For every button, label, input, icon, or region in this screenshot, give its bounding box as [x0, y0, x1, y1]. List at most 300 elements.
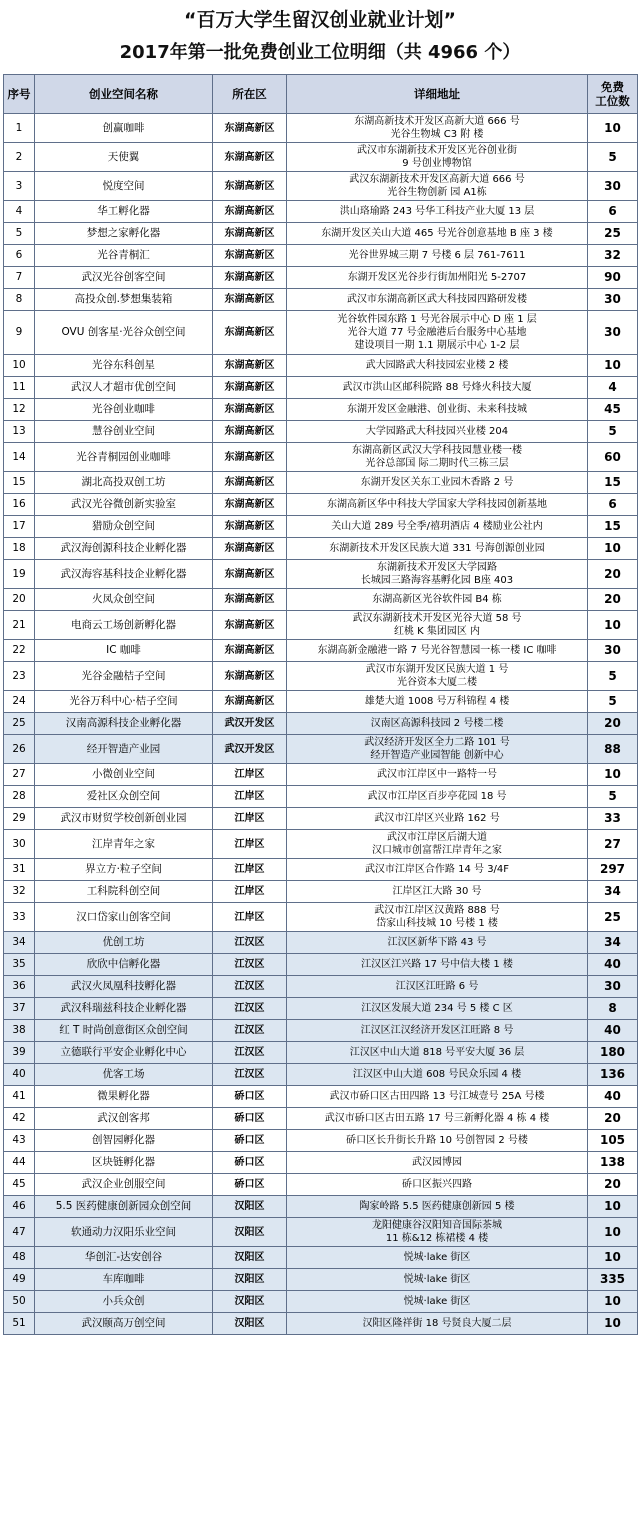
cell-count: 20	[588, 1174, 638, 1196]
cell-district: 东湖高新区	[213, 494, 287, 516]
cell-name: 武汉人才超市优创空间	[35, 377, 213, 399]
cell-district: 武汉开发区	[213, 713, 287, 735]
cell-no: 19	[4, 560, 35, 589]
cell-name: 光谷青桐汇	[35, 245, 213, 267]
cell-no: 41	[4, 1086, 35, 1108]
cell-count: 5	[588, 143, 638, 172]
cell-name: 慧谷创业空间	[35, 421, 213, 443]
cell-count: 88	[588, 735, 638, 764]
cell-no: 8	[4, 289, 35, 311]
cell-count: 30	[588, 172, 638, 201]
cell-district: 硚口区	[213, 1174, 287, 1196]
table-row	[4, 1086, 638, 1108]
cell-district: 江汉区	[213, 976, 287, 998]
table-row	[4, 1108, 638, 1130]
cell-no: 13	[4, 421, 35, 443]
cell-district: 江汉区	[213, 998, 287, 1020]
header-address: 详细地址	[287, 75, 588, 114]
cell-district: 东湖高新区	[213, 472, 287, 494]
cell-address	[287, 1020, 588, 1042]
cell-no: 39	[4, 1042, 35, 1064]
cell-address	[287, 1108, 588, 1130]
cell-count: 10	[588, 355, 638, 377]
cell-address	[287, 1291, 588, 1313]
table-row	[4, 881, 638, 903]
cell-count: 40	[588, 1020, 638, 1042]
cell-district: 东湖高新区	[213, 640, 287, 662]
cell-district: 江汉区	[213, 932, 287, 954]
table-row	[4, 640, 638, 662]
address-line: 东湖高新区华中科技大学国家大学科技园创新基地	[327, 499, 547, 510]
address-line: 悦城·lake 街区	[403, 1252, 471, 1263]
table-row	[4, 1218, 638, 1247]
address-line: 陶家岭路 5.5 医药健康创新园 5 楼	[359, 1201, 515, 1212]
cell-name: 武汉科瑞兹科技企业孵化器	[35, 998, 213, 1020]
cell-no: 7	[4, 267, 35, 289]
header-name: 创业空间名称	[35, 75, 213, 114]
cell-district: 江岸区	[213, 859, 287, 881]
address-line: 武汉市江岸区百步亭花园 18 号	[367, 791, 507, 802]
table-row	[4, 443, 638, 472]
cell-address	[287, 932, 588, 954]
cell-name: 武汉创客邦	[35, 1108, 213, 1130]
cell-count: 30	[588, 640, 638, 662]
cell-district: 东湖高新区	[213, 443, 287, 472]
cell-count: 33	[588, 808, 638, 830]
cell-district: 汉阳区	[213, 1291, 287, 1313]
cell-count: 10	[588, 1313, 638, 1335]
cell-name: 车库咖啡	[35, 1269, 213, 1291]
cell-count: 45	[588, 399, 638, 421]
cell-name: OVU 创客星·光谷众创空间	[35, 311, 213, 355]
address-line: 经开智造产业园智能 创新中心	[370, 750, 504, 761]
cell-name: 猎励众创空间	[35, 516, 213, 538]
cell-district: 江岸区	[213, 786, 287, 808]
table-row	[4, 143, 638, 172]
table-row	[4, 1174, 638, 1196]
address-line: 光谷世界城三期 7 号楼 6 层 761-7611	[348, 250, 526, 261]
cell-no: 27	[4, 764, 35, 786]
cell-district: 江岸区	[213, 881, 287, 903]
cell-name: 华工孵化器	[35, 201, 213, 223]
cell-no: 14	[4, 443, 35, 472]
table-row	[4, 998, 638, 1020]
address-line: 关山大道 289 号全季/禧玥酒店 4 楼励业公社内	[331, 521, 543, 532]
cell-district: 江岸区	[213, 764, 287, 786]
table-header-row	[4, 75, 638, 114]
cell-name: 武汉火凤凰科技孵化器	[35, 976, 213, 998]
cell-count: 40	[588, 1086, 638, 1108]
cell-address	[287, 421, 588, 443]
cell-district: 东湖高新区	[213, 114, 287, 143]
address-line: 光谷大道 77 号金融港后台服务中心基地	[347, 327, 527, 338]
page-subtitle: 2017年第一批免费创业工位明细（共 4966 个）	[119, 42, 521, 63]
cell-address	[287, 1174, 588, 1196]
header-district: 所在区	[213, 75, 287, 114]
address-line: 汉南区高源科技园 2 号楼二楼	[370, 718, 504, 729]
cell-name: 武汉市财贸学校创新创业园	[35, 808, 213, 830]
cell-address	[287, 735, 588, 764]
cell-name: 小兵众创	[35, 1291, 213, 1313]
cell-count: 25	[588, 223, 638, 245]
cell-name: 光谷东科创星	[35, 355, 213, 377]
cell-count: 10	[588, 1291, 638, 1313]
address-line: 武汉市硚口区古田五路 17 号三新孵化器 4 栋 4 楼	[324, 1113, 550, 1124]
table-row	[4, 311, 638, 355]
table-row	[4, 954, 638, 976]
cell-name: 爱社区众创空间	[35, 786, 213, 808]
address-line: 汉口城市创富帮江岸青年之家	[372, 845, 502, 856]
cell-count: 30	[588, 289, 638, 311]
address-line: 龙阳健康谷汉阳知音国际茶城	[372, 1220, 502, 1231]
table-row	[4, 786, 638, 808]
cell-count: 15	[588, 472, 638, 494]
cell-no: 51	[4, 1313, 35, 1335]
cell-address	[287, 1042, 588, 1064]
address-line: 东湖高新区武汉大学科技园慧业楼一楼	[352, 445, 522, 456]
address-line: 洪山珞瑜路 243 号华工科技产业大厦 13 层	[339, 206, 535, 217]
address-line: 武汉市江岸区后湖大道	[387, 832, 487, 843]
cell-no: 20	[4, 589, 35, 611]
cell-no: 49	[4, 1269, 35, 1291]
cell-name: 武汉光谷微创新实验室	[35, 494, 213, 516]
cell-address	[287, 377, 588, 399]
table-row	[4, 976, 638, 998]
table-row	[4, 538, 638, 560]
table-row	[4, 713, 638, 735]
cell-address	[287, 1313, 588, 1335]
cell-district: 东湖高新区	[213, 560, 287, 589]
address-line: 东湖开发区关山大道 465 号光谷创意基地 B 座 3 楼	[321, 228, 553, 239]
cell-count: 30	[588, 976, 638, 998]
cell-address	[287, 1152, 588, 1174]
cell-address	[287, 399, 588, 421]
table-row	[4, 377, 638, 399]
cell-district: 江岸区	[213, 808, 287, 830]
address-line: 武汉市江岸区中一路特一号	[377, 769, 497, 780]
cell-name: 优创工坊	[35, 932, 213, 954]
cell-no: 26	[4, 735, 35, 764]
cell-no: 40	[4, 1064, 35, 1086]
cell-no: 24	[4, 691, 35, 713]
workstation-table	[3, 74, 638, 1335]
cell-no: 33	[4, 903, 35, 932]
cell-no: 23	[4, 662, 35, 691]
cell-no: 48	[4, 1247, 35, 1269]
cell-name: 创赢咖啡	[35, 114, 213, 143]
cell-district: 江汉区	[213, 1064, 287, 1086]
cell-no: 16	[4, 494, 35, 516]
cell-no: 44	[4, 1152, 35, 1174]
cell-address	[287, 1269, 588, 1291]
cell-name: 湖北高投双创工坊	[35, 472, 213, 494]
cell-count: 60	[588, 443, 638, 472]
document-sheet	[3, 0, 637, 1335]
cell-address	[287, 998, 588, 1020]
cell-district: 汉阳区	[213, 1218, 287, 1247]
cell-address	[287, 808, 588, 830]
cell-name: 光谷创业咖啡	[35, 399, 213, 421]
cell-address	[287, 640, 588, 662]
address-line: 光谷软件园东路 1 号光谷展示中心 D 座 1 层	[337, 314, 537, 325]
cell-address	[287, 143, 588, 172]
header-no: 序号	[4, 75, 35, 114]
cell-no: 9	[4, 311, 35, 355]
cell-name: 经开智造产业园	[35, 735, 213, 764]
cell-count: 30	[588, 311, 638, 355]
cell-count: 5	[588, 421, 638, 443]
cell-no: 29	[4, 808, 35, 830]
cell-district: 东湖高新区	[213, 516, 287, 538]
table-row	[4, 560, 638, 589]
cell-address	[287, 903, 588, 932]
cell-district: 东湖高新区	[213, 201, 287, 223]
cell-name: 微果孵化器	[35, 1086, 213, 1108]
cell-count: 105	[588, 1130, 638, 1152]
table-row	[4, 611, 638, 640]
cell-district: 东湖高新区	[213, 355, 287, 377]
cell-no: 11	[4, 377, 35, 399]
address-line: 光谷生物城 C3 附 楼	[390, 129, 484, 140]
cell-address	[287, 881, 588, 903]
table-row	[4, 1313, 638, 1335]
address-line: 江汉区发展大道 234 号 5 楼 C 区	[361, 1003, 513, 1014]
header-count	[588, 75, 638, 114]
cell-address	[287, 786, 588, 808]
address-line: 武汉市江岸区汉黄路 888 号	[374, 905, 500, 916]
address-line: 光谷生物创新 园 A1栋	[387, 187, 487, 198]
table-row	[4, 223, 638, 245]
cell-name: 武汉光谷创客空间	[35, 267, 213, 289]
address-line: 东湖新技术开发区民族大道 331 号海创源创业园	[329, 543, 545, 554]
cell-address	[287, 355, 588, 377]
cell-no: 42	[4, 1108, 35, 1130]
cell-count: 27	[588, 830, 638, 859]
cell-name: 武汉颐高万创空间	[35, 1313, 213, 1335]
cell-district: 东湖高新区	[213, 223, 287, 245]
address-line: 汉阳区隆祥街 18 号贤良大厦二层	[362, 1318, 512, 1329]
cell-name: 悦度空间	[35, 172, 213, 201]
cell-name: 区块链孵化器	[35, 1152, 213, 1174]
cell-name: 界立方·粒子空间	[35, 859, 213, 881]
address-line: 东湖开发区关东工业园木香路 2 号	[360, 477, 514, 488]
table-row	[4, 516, 638, 538]
cell-name: 武汉海创源科技企业孵化器	[35, 538, 213, 560]
table-row	[4, 472, 638, 494]
address-line: 武汉东湖新技术开发区光谷大道 58 号	[352, 613, 522, 624]
cell-district: 江汉区	[213, 1020, 287, 1042]
address-line: 东湖高新金融港一路 7 号光谷智慧园一栋一楼 IC 咖啡	[317, 645, 557, 656]
table-row	[4, 201, 638, 223]
address-line: 江汉区江汉经济开发区江旺路 8 号	[360, 1025, 514, 1036]
table-row	[4, 589, 638, 611]
cell-address	[287, 267, 588, 289]
address-line: 东湖开发区光谷步行街加州阳光 5-2707	[347, 272, 527, 283]
table-row	[4, 1247, 638, 1269]
address-line: 武汉市东湖新技术开发区光谷创业街	[357, 145, 517, 156]
address-line: 9 号创业博物馆	[402, 158, 472, 169]
table-row	[4, 903, 638, 932]
cell-address	[287, 516, 588, 538]
cell-count: 4	[588, 377, 638, 399]
cell-name: 汉口岱家山创客空间	[35, 903, 213, 932]
cell-district: 汉阳区	[213, 1313, 287, 1335]
table-row	[4, 1020, 638, 1042]
cell-name: 火凤众创空间	[35, 589, 213, 611]
address-line: 红桃 K 集团园区 内	[393, 626, 481, 637]
table-row	[4, 764, 638, 786]
table-row	[4, 172, 638, 201]
table-row	[4, 859, 638, 881]
address-line: 江汉区新华下路 43 号	[387, 937, 487, 948]
cell-name: 高投众创.梦想集装箱	[35, 289, 213, 311]
cell-no: 38	[4, 1020, 35, 1042]
cell-address	[287, 859, 588, 881]
cell-address	[287, 976, 588, 998]
cell-name: 光谷金融桔子空间	[35, 662, 213, 691]
address-line: 武汉市洪山区邮科院路 88 号烽火科技大厦	[342, 382, 532, 393]
cell-no: 34	[4, 932, 35, 954]
cell-name: 红 T 时尚创意街区众创空间	[35, 1020, 213, 1042]
cell-count: 20	[588, 589, 638, 611]
cell-district: 东湖高新区	[213, 377, 287, 399]
cell-count: 32	[588, 245, 638, 267]
cell-address	[287, 443, 588, 472]
cell-address	[287, 954, 588, 976]
cell-address	[287, 114, 588, 143]
cell-address	[287, 223, 588, 245]
cell-address	[287, 830, 588, 859]
cell-name: 光谷万科中心·桔子空间	[35, 691, 213, 713]
table-row	[4, 1269, 638, 1291]
cell-name: 天使翼	[35, 143, 213, 172]
cell-count: 297	[588, 859, 638, 881]
cell-count: 34	[588, 881, 638, 903]
address-line: 硚口区振兴四路	[402, 1179, 472, 1190]
cell-no: 15	[4, 472, 35, 494]
cell-count: 138	[588, 1152, 638, 1174]
cell-address	[287, 311, 588, 355]
address-line: 江汉区中山大道 608 号民众乐园 4 楼	[352, 1069, 522, 1080]
cell-no: 25	[4, 713, 35, 735]
cell-no: 36	[4, 976, 35, 998]
cell-district: 东湖高新区	[213, 662, 287, 691]
address-line: 武汉市东湖开发区民族大道 1 号	[365, 664, 509, 675]
cell-no: 5	[4, 223, 35, 245]
cell-name: 电商云工场创新孵化器	[35, 611, 213, 640]
cell-count: 15	[588, 516, 638, 538]
cell-count: 90	[588, 267, 638, 289]
cell-name: 光谷青桐园创业咖啡	[35, 443, 213, 472]
cell-no: 22	[4, 640, 35, 662]
address-line: 武汉市东湖高新区武大科技园四路研发楼	[347, 294, 527, 305]
cell-district: 汉阳区	[213, 1247, 287, 1269]
cell-address	[287, 289, 588, 311]
cell-count: 40	[588, 954, 638, 976]
cell-count: 34	[588, 932, 638, 954]
address-line: 东湖开发区金融港、创业街、未来科技城	[347, 404, 527, 415]
cell-district: 东湖高新区	[213, 691, 287, 713]
cell-address	[287, 1064, 588, 1086]
cell-name: 欣欣中信孵化器	[35, 954, 213, 976]
table-row	[4, 245, 638, 267]
table-row	[4, 1042, 638, 1064]
cell-no: 45	[4, 1174, 35, 1196]
cell-district: 东湖高新区	[213, 538, 287, 560]
cell-district: 东湖高新区	[213, 267, 287, 289]
cell-district: 东湖高新区	[213, 421, 287, 443]
cell-name: 江岸青年之家	[35, 830, 213, 859]
table-row	[4, 1152, 638, 1174]
cell-district: 硚口区	[213, 1152, 287, 1174]
cell-no: 1	[4, 114, 35, 143]
cell-address	[287, 1130, 588, 1152]
cell-no: 47	[4, 1218, 35, 1247]
cell-count: 5	[588, 662, 638, 691]
cell-count: 10	[588, 1218, 638, 1247]
cell-no: 6	[4, 245, 35, 267]
cell-district: 东湖高新区	[213, 311, 287, 355]
cell-name: 汉南高源科技企业孵化器	[35, 713, 213, 735]
cell-count: 6	[588, 494, 638, 516]
cell-no: 37	[4, 998, 35, 1020]
cell-name: 工科院科创空间	[35, 881, 213, 903]
address-line: 武汉市硚口区古田四路 13 号江城壹号 25A 号楼	[329, 1091, 545, 1102]
cell-count: 10	[588, 611, 638, 640]
address-line: 武汉园博园	[412, 1157, 462, 1168]
header-count-line1: 免费	[601, 80, 624, 94]
table-row	[4, 114, 638, 143]
cell-no: 30	[4, 830, 35, 859]
address-line: 武汉东湖新技术开发区高新大道 666 号	[349, 174, 525, 185]
cell-district: 江岸区	[213, 903, 287, 932]
cell-district: 东湖高新区	[213, 143, 287, 172]
cell-district: 东湖高新区	[213, 289, 287, 311]
cell-address	[287, 1218, 588, 1247]
address-line: 江岸区江大路 30 号	[392, 886, 482, 897]
cell-district: 东湖高新区	[213, 245, 287, 267]
cell-address	[287, 1086, 588, 1108]
address-line: 光谷资本大厦二楼	[397, 677, 477, 688]
cell-name: 华创汇-达安创谷	[35, 1247, 213, 1269]
address-line: 建设项目一期 1.1 期展示中心 1-2 层	[354, 340, 520, 351]
cell-district: 硚口区	[213, 1108, 287, 1130]
cell-district: 东湖高新区	[213, 589, 287, 611]
table-row	[4, 494, 638, 516]
cell-count: 10	[588, 538, 638, 560]
address-line: 东湖高新技术开发区高新大道 666 号	[354, 116, 520, 127]
cell-no: 4	[4, 201, 35, 223]
cell-no: 43	[4, 1130, 35, 1152]
cell-district: 汉阳区	[213, 1269, 287, 1291]
cell-count: 5	[588, 691, 638, 713]
cell-count: 20	[588, 560, 638, 589]
table-row	[4, 691, 638, 713]
table-row	[4, 355, 638, 377]
address-line: 悦城·lake 街区	[403, 1274, 471, 1285]
cell-count: 136	[588, 1064, 638, 1086]
cell-count: 6	[588, 201, 638, 223]
cell-name: 小微创业空间	[35, 764, 213, 786]
cell-count: 20	[588, 1108, 638, 1130]
cell-address	[287, 1196, 588, 1218]
cell-name: 5.5 医药健康创新园众创空间	[35, 1196, 213, 1218]
cell-name: 梦想之家孵化器	[35, 223, 213, 245]
cell-no: 21	[4, 611, 35, 640]
cell-no: 10	[4, 355, 35, 377]
cell-address	[287, 764, 588, 786]
page-title: “百万大学生留汉创业就业计划”	[184, 9, 456, 31]
